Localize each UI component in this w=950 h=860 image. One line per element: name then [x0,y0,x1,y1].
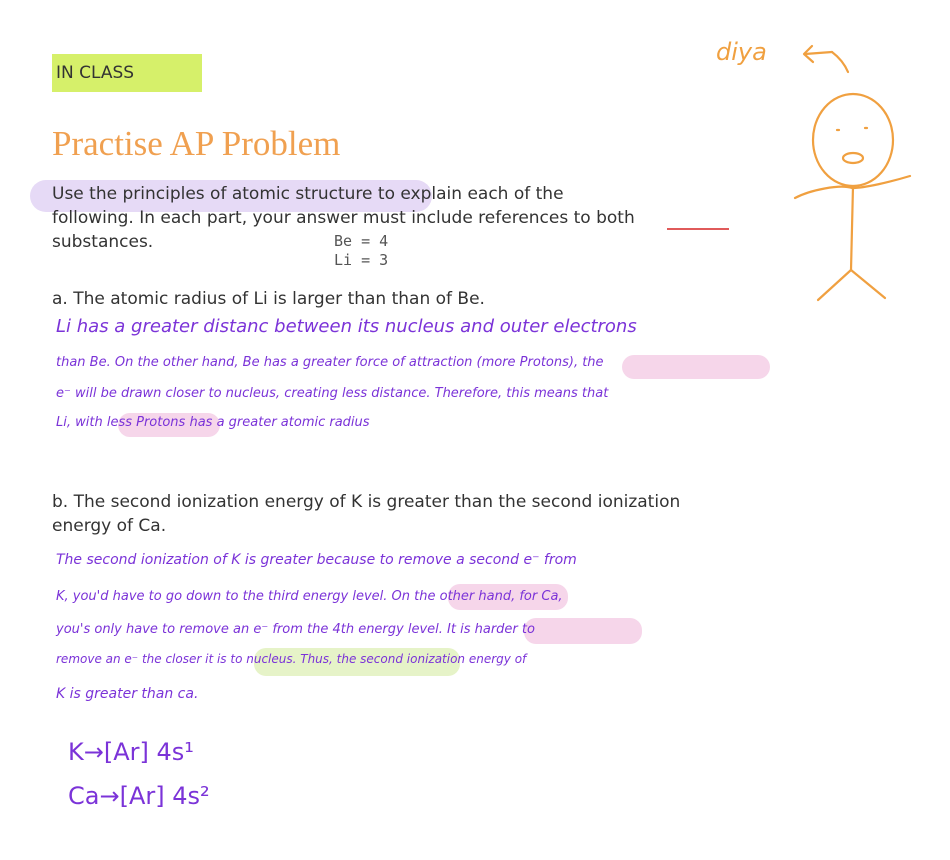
question-a: a. The atomic radius of Li is larger than than of Be. [52,289,485,309]
stick-figure-doodle [700,30,920,325]
prompt-emphasis: both [596,208,635,228]
prompt-line-1-rest: to explain each of the [372,184,564,204]
prompt-highlighted-text: Use the principles of atomic structure [52,184,373,204]
question-b-line-2: energy of Ca. [52,516,167,536]
answer-b-line-5: K is greater than ca. [56,686,199,702]
prompt-line-3: substances. [52,232,154,252]
section-tag [52,54,202,92]
prompt-line-2-start: following. In each part, your answer must include references to [52,208,597,228]
answer-a-line-2: than Be. On the other hand, Be has a greater force of attraction (more Protons), the [56,355,604,370]
section-tag-label: IN CLASS [56,63,135,83]
doodle-name: diya [716,38,767,66]
margin-note-be: Be = 4 [334,232,389,250]
answer-b-line-4: remove an e⁻ the closer it is to nucleus. Thus, the second ionization energy of [56,652,527,666]
prompt-line-1 [52,182,564,206]
config-k: K→[Ar] 4s¹ [68,738,194,766]
prompt-line-2 [52,206,635,230]
margin-note-li: Li = 3 [334,251,389,269]
answer-a-line-4: Li, with less Protons has a greater atomic radius [56,415,370,430]
answer-a-line-1: Li has a greater distanc between its nucleus and outer electrons [56,316,637,337]
answer-a-highlight-1 [622,355,770,379]
answer-b-line-2: K, you'd have to go down to the third energy level. On the other hand, for Ca, [56,589,563,604]
stick-figure-icon [700,30,920,320]
question-b-line-1: b. The second ionization energy of K is greater than the second ionization [52,492,681,512]
answer-a-line-3: e⁻ will be drawn closer to nucleus, creating less distance. Therefore, this means that [56,386,609,401]
page-title: Practise AP Problem [52,124,341,163]
answer-b-line-3: you's only have to remove an e⁻ from the 4th energy level. It is harder to [56,622,535,637]
answer-b-highlight-2 [524,618,642,644]
answer-b-line-1: The second ionization of K is greater because to remove a second e⁻ from [56,552,577,568]
config-ca: Ca→[Ar] 4s² [68,782,210,810]
